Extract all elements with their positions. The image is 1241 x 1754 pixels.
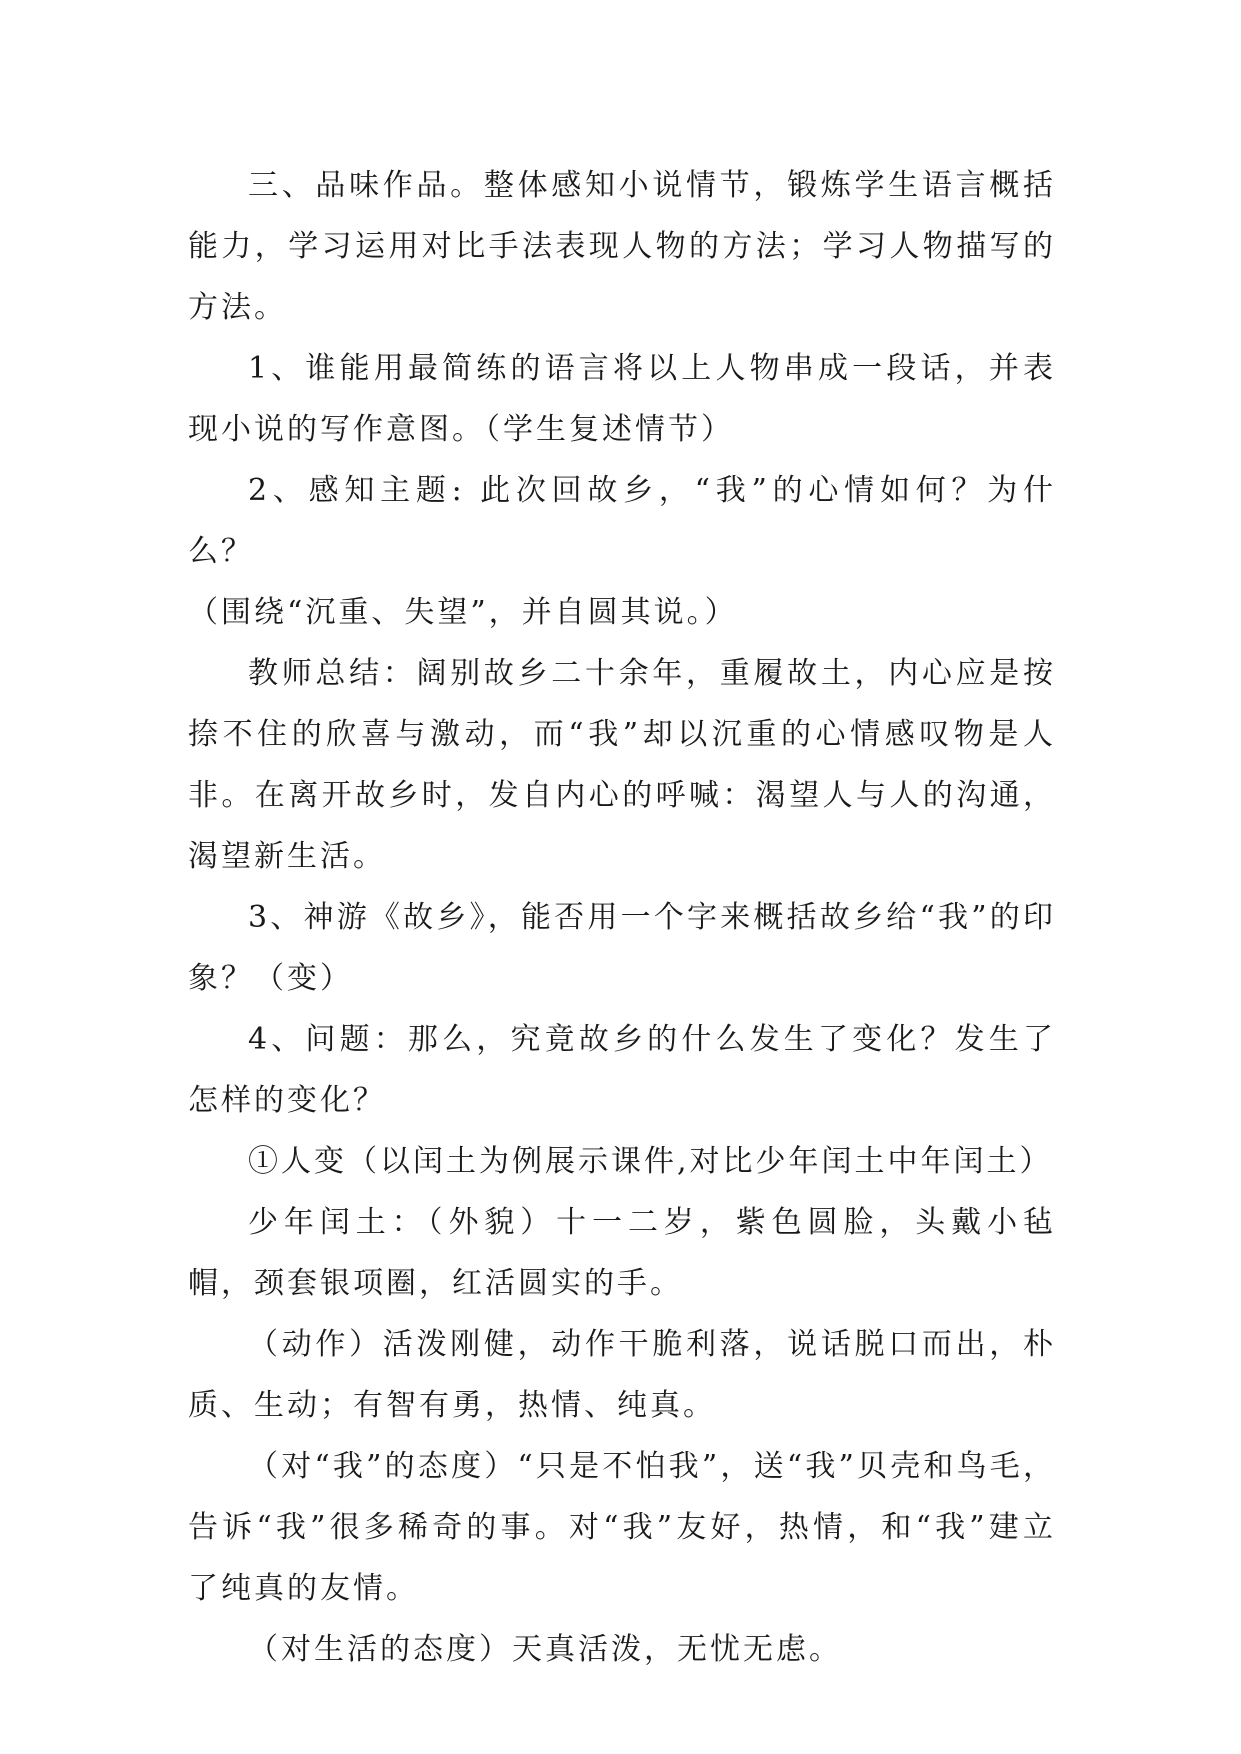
document-body — [188, 155, 1056, 1680]
paragraph-young-runtu-appearance: 少年闰土：（外貌）十一二岁，紫色圆脸，头戴小毡帽，颈套银项圈，红活圆实的手。 — [188, 1205, 1056, 1301]
paragraph-young-runtu-action: （动作）活泼刚健，动作干脆利落，说话脱口而出，朴质、生动；有智有勇，热情、纯真。 — [188, 1327, 1056, 1423]
paragraph-question-2: 2、感知主题: 此次回故乡，“我”的心情如何？为什么？ — [188, 473, 1056, 569]
paragraph-teacher-summary: 教师总结：阔别故乡二十余年，重履故土，内心应是按捺不住的欣喜与激动，而“我”却以沉重的心情感叹物是人非。在离开故乡时，发自内心的呼喊：渴望人与人的沟通，渴望新生活。 — [188, 656, 1056, 874]
paragraph-question-1: 1、谁能用最简练的语言将以上人物串成一段话，并表现小说的写作意图。（学生复述情节） — [188, 351, 1056, 447]
paragraph-people-change: ①人变（以闰土为例展示课件,对比少年闰土中年闰土） — [248, 1144, 1053, 1179]
paragraph-section-three: 三、品味作品。整体感知小说情节，锻炼学生语言概括能力，学习运用对比手法表现人物的方法；学习人物描写的方法。 — [188, 168, 1056, 325]
paragraph-question-2-note: （围绕“沉重、失望”，并自圆其说。） — [188, 595, 738, 630]
paragraph-young-runtu-attitude-to-me: （对“我”的态度）“只是不怕我”，送“我”贝壳和鸟毛，告诉“我”很多稀奇的事。对“我”友好，热情，和“我”建立了纯真的友情。 — [188, 1449, 1056, 1606]
paragraph-question-4: 4、问题：那么，究竟故乡的什么发生了变化？发生了怎样的变化？ — [188, 1022, 1056, 1118]
paragraph-question-3: 3、神游《故乡》，能否用一个字来概括故乡给“我”的印象？（变） — [188, 900, 1056, 996]
paragraph-young-runtu-attitude-to-life: （对生活的态度）天真活泼，无忧无虑。 — [248, 1632, 842, 1667]
